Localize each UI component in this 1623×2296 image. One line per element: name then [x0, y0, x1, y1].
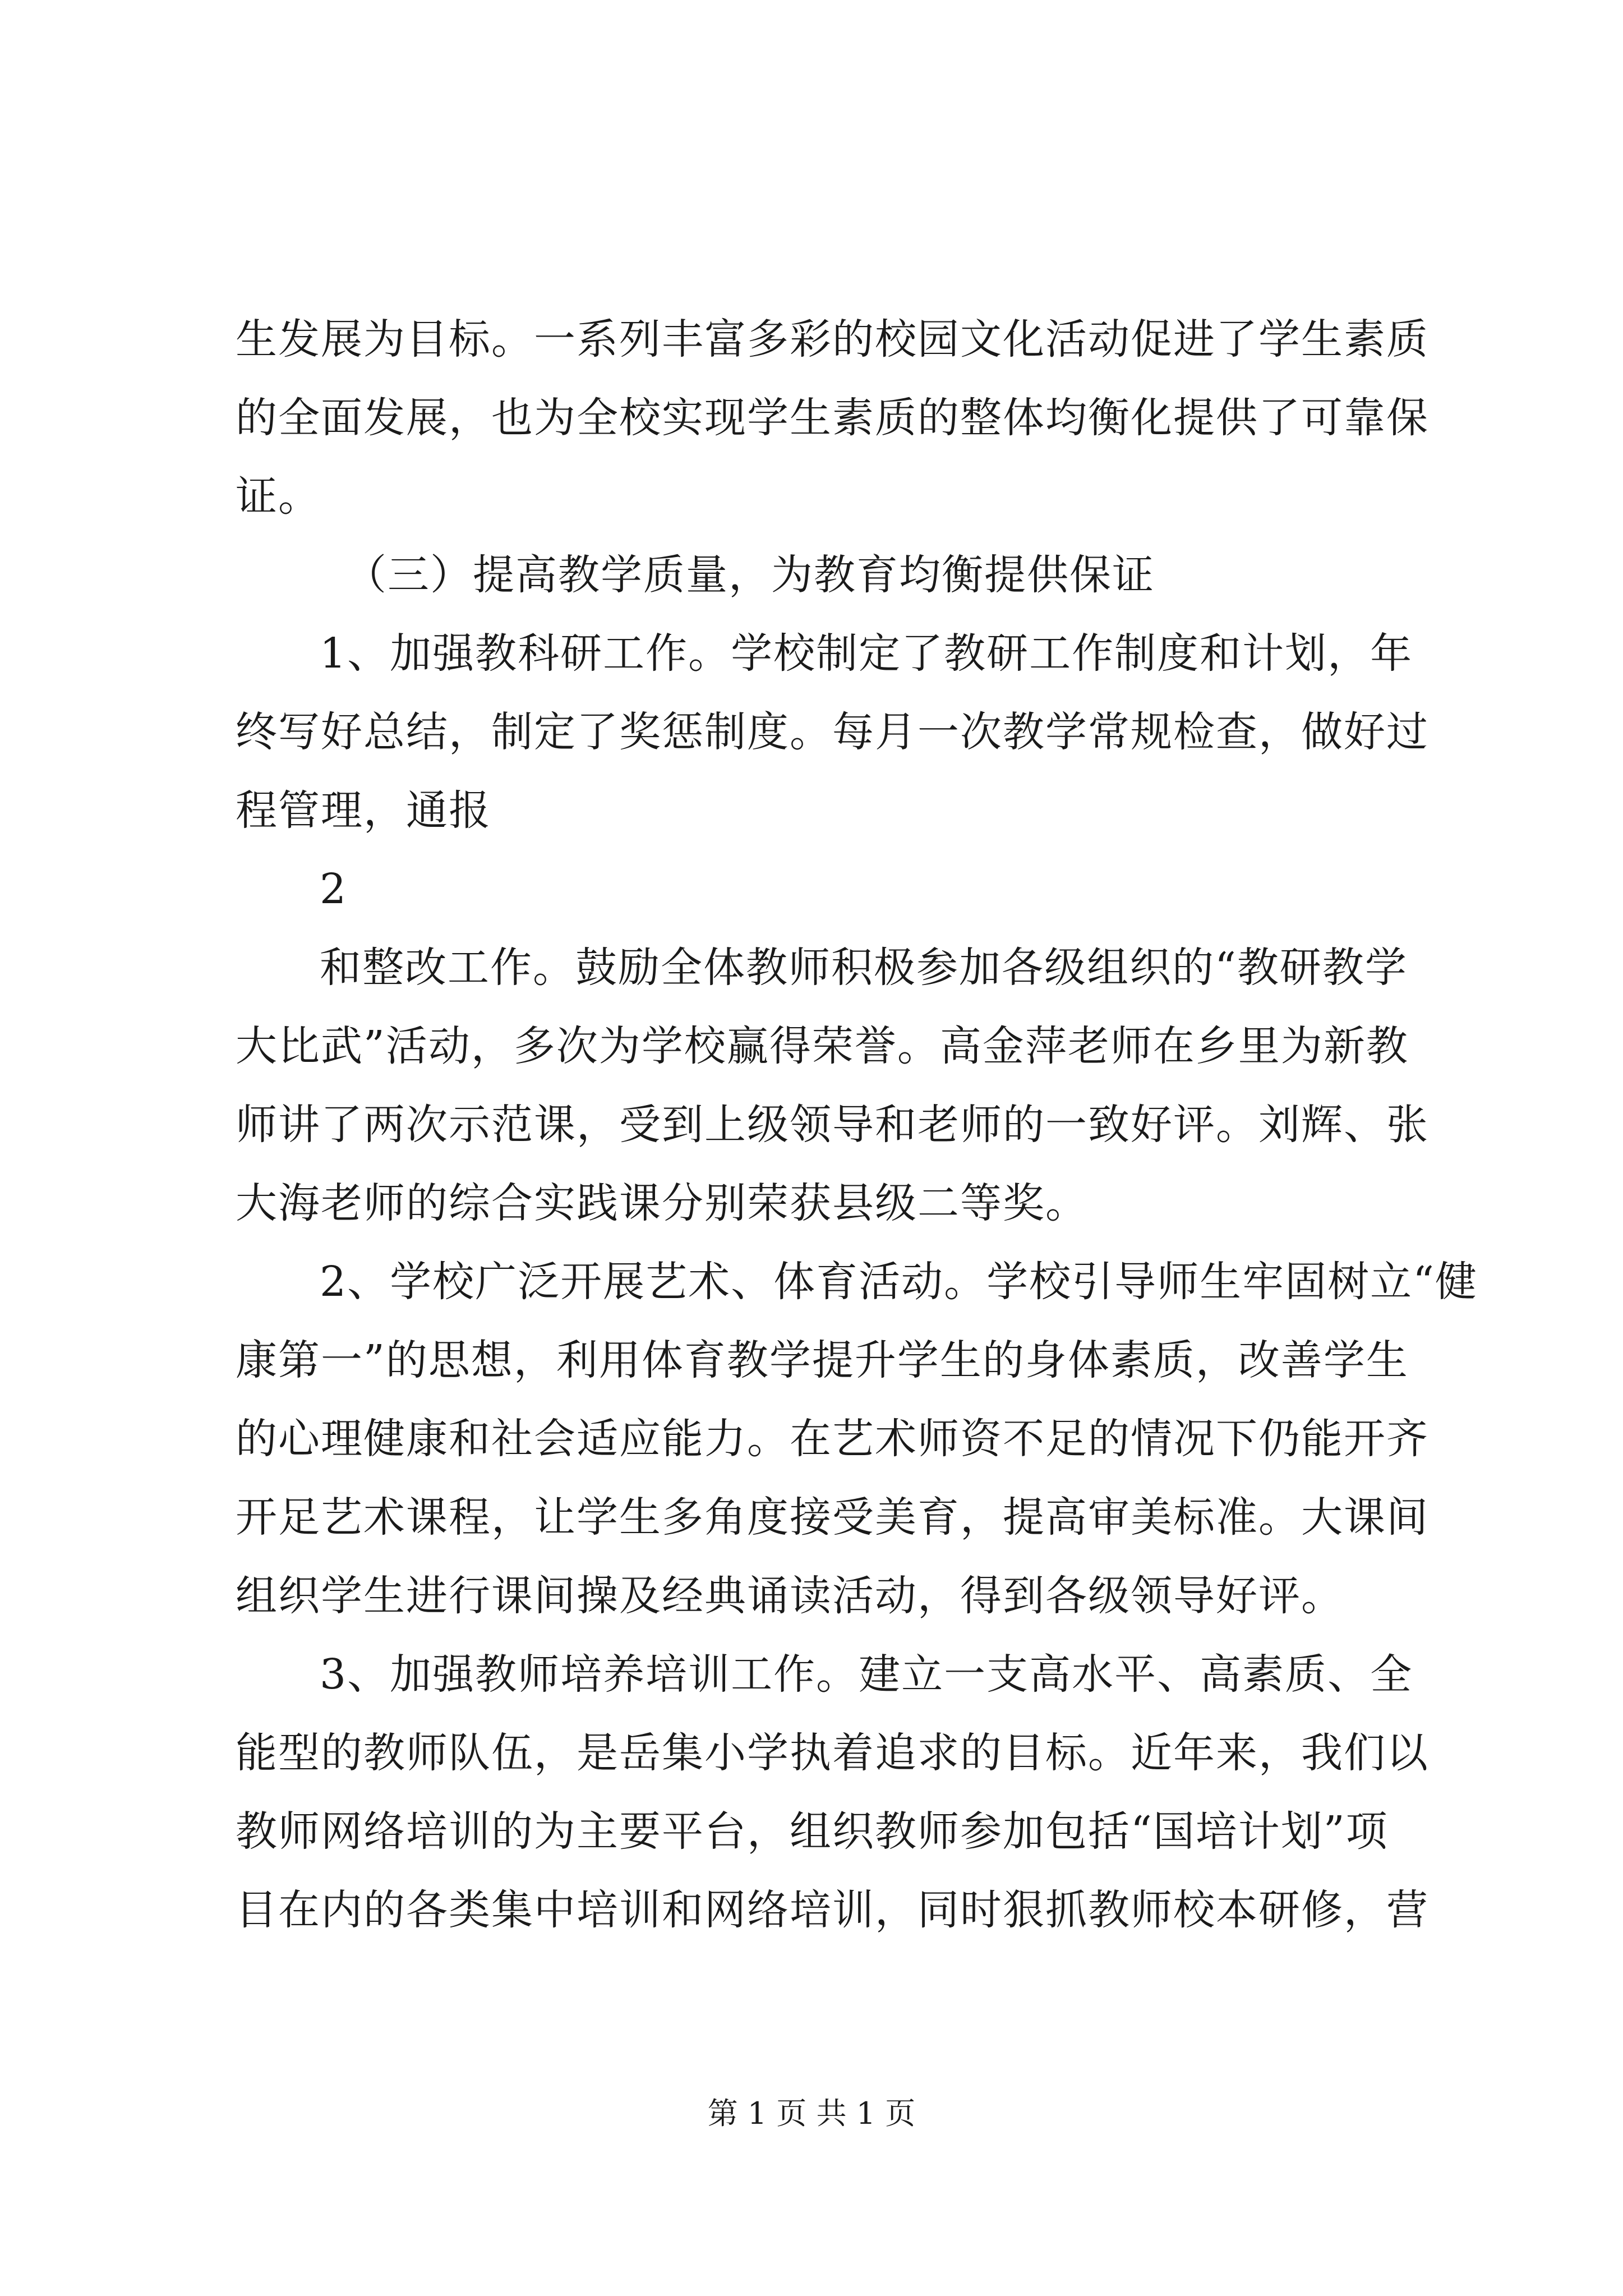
text-line: 目在内的各类集中培训和网络培训，同时狠抓教师校本研修，营 [236, 1886, 1429, 1934]
text-line: 3、加强教师培养培训工作。建立一支高水平、高素质、全 [320, 1650, 1413, 1699]
text-line: 的全面发展，也为全校实现学生素质的整体均衡化提供了可靠保 [236, 394, 1429, 442]
text-line: 生发展为目标。一系列丰富多彩的校园文化活动促进了学生素质 [236, 315, 1429, 364]
text-line: 证。 [236, 472, 321, 521]
text-line: 和整改工作。鼓励全体教师积极参加各级组织的“教研教学 [320, 944, 1408, 992]
section-heading: （三）提高教学质量，为教育均衡提供保证 [345, 551, 1155, 599]
text-line: 大比武”活动，多次为学校赢得荣誉。高金萍老师在乡里为新教 [236, 1022, 1409, 1070]
text-line: 2、学校广泛开展艺术、体育活动。学校引导师生牢固树立“健 [320, 1258, 1478, 1306]
page-footer [0, 2091, 1623, 2136]
text-line: 大海老师的综合实践课分别荣获县级二等奖。 [236, 1179, 1088, 1227]
text-line: 组织学生进行课间操及经典诵读活动，得到各级领导好评。 [236, 1572, 1344, 1620]
text-line: 1、加强教科研工作。学校制定了教研工作制度和计划，年 [320, 629, 1413, 678]
text-line: 开足艺术课程，让学生多角度接受美育，提高审美标准。大课间 [236, 1493, 1429, 1542]
text-line: 程管理，通报 [236, 786, 491, 835]
document-body [236, 300, 1478, 1949]
text-line: 师讲了两次示范课，受到上级领导和老师的一致好评。刘辉、张 [236, 1101, 1429, 1149]
text-line: 教师网络培训的为主要平台，组织教师参加包括“国培计划”项 [236, 1807, 1389, 1856]
text-line: 的心理健康和社会适应能力。在艺术师资不足的情况下仍能开齐 [236, 1415, 1429, 1463]
inline-page-number: 2 [320, 865, 348, 913]
text-line: 终写好总结，制定了奖惩制度。每月一次教学常规检查，做好过 [236, 708, 1429, 756]
text-line: 康第一”的思想，利用体育教学提升学生的身体素质，改善学生 [236, 1336, 1409, 1384]
text-line: 能型的教师队伍，是岳集小学执着追求的目标。近年来，我们以 [236, 1729, 1429, 1777]
page-number-label: 第 1 页 共 1 页 [707, 2096, 916, 2131]
